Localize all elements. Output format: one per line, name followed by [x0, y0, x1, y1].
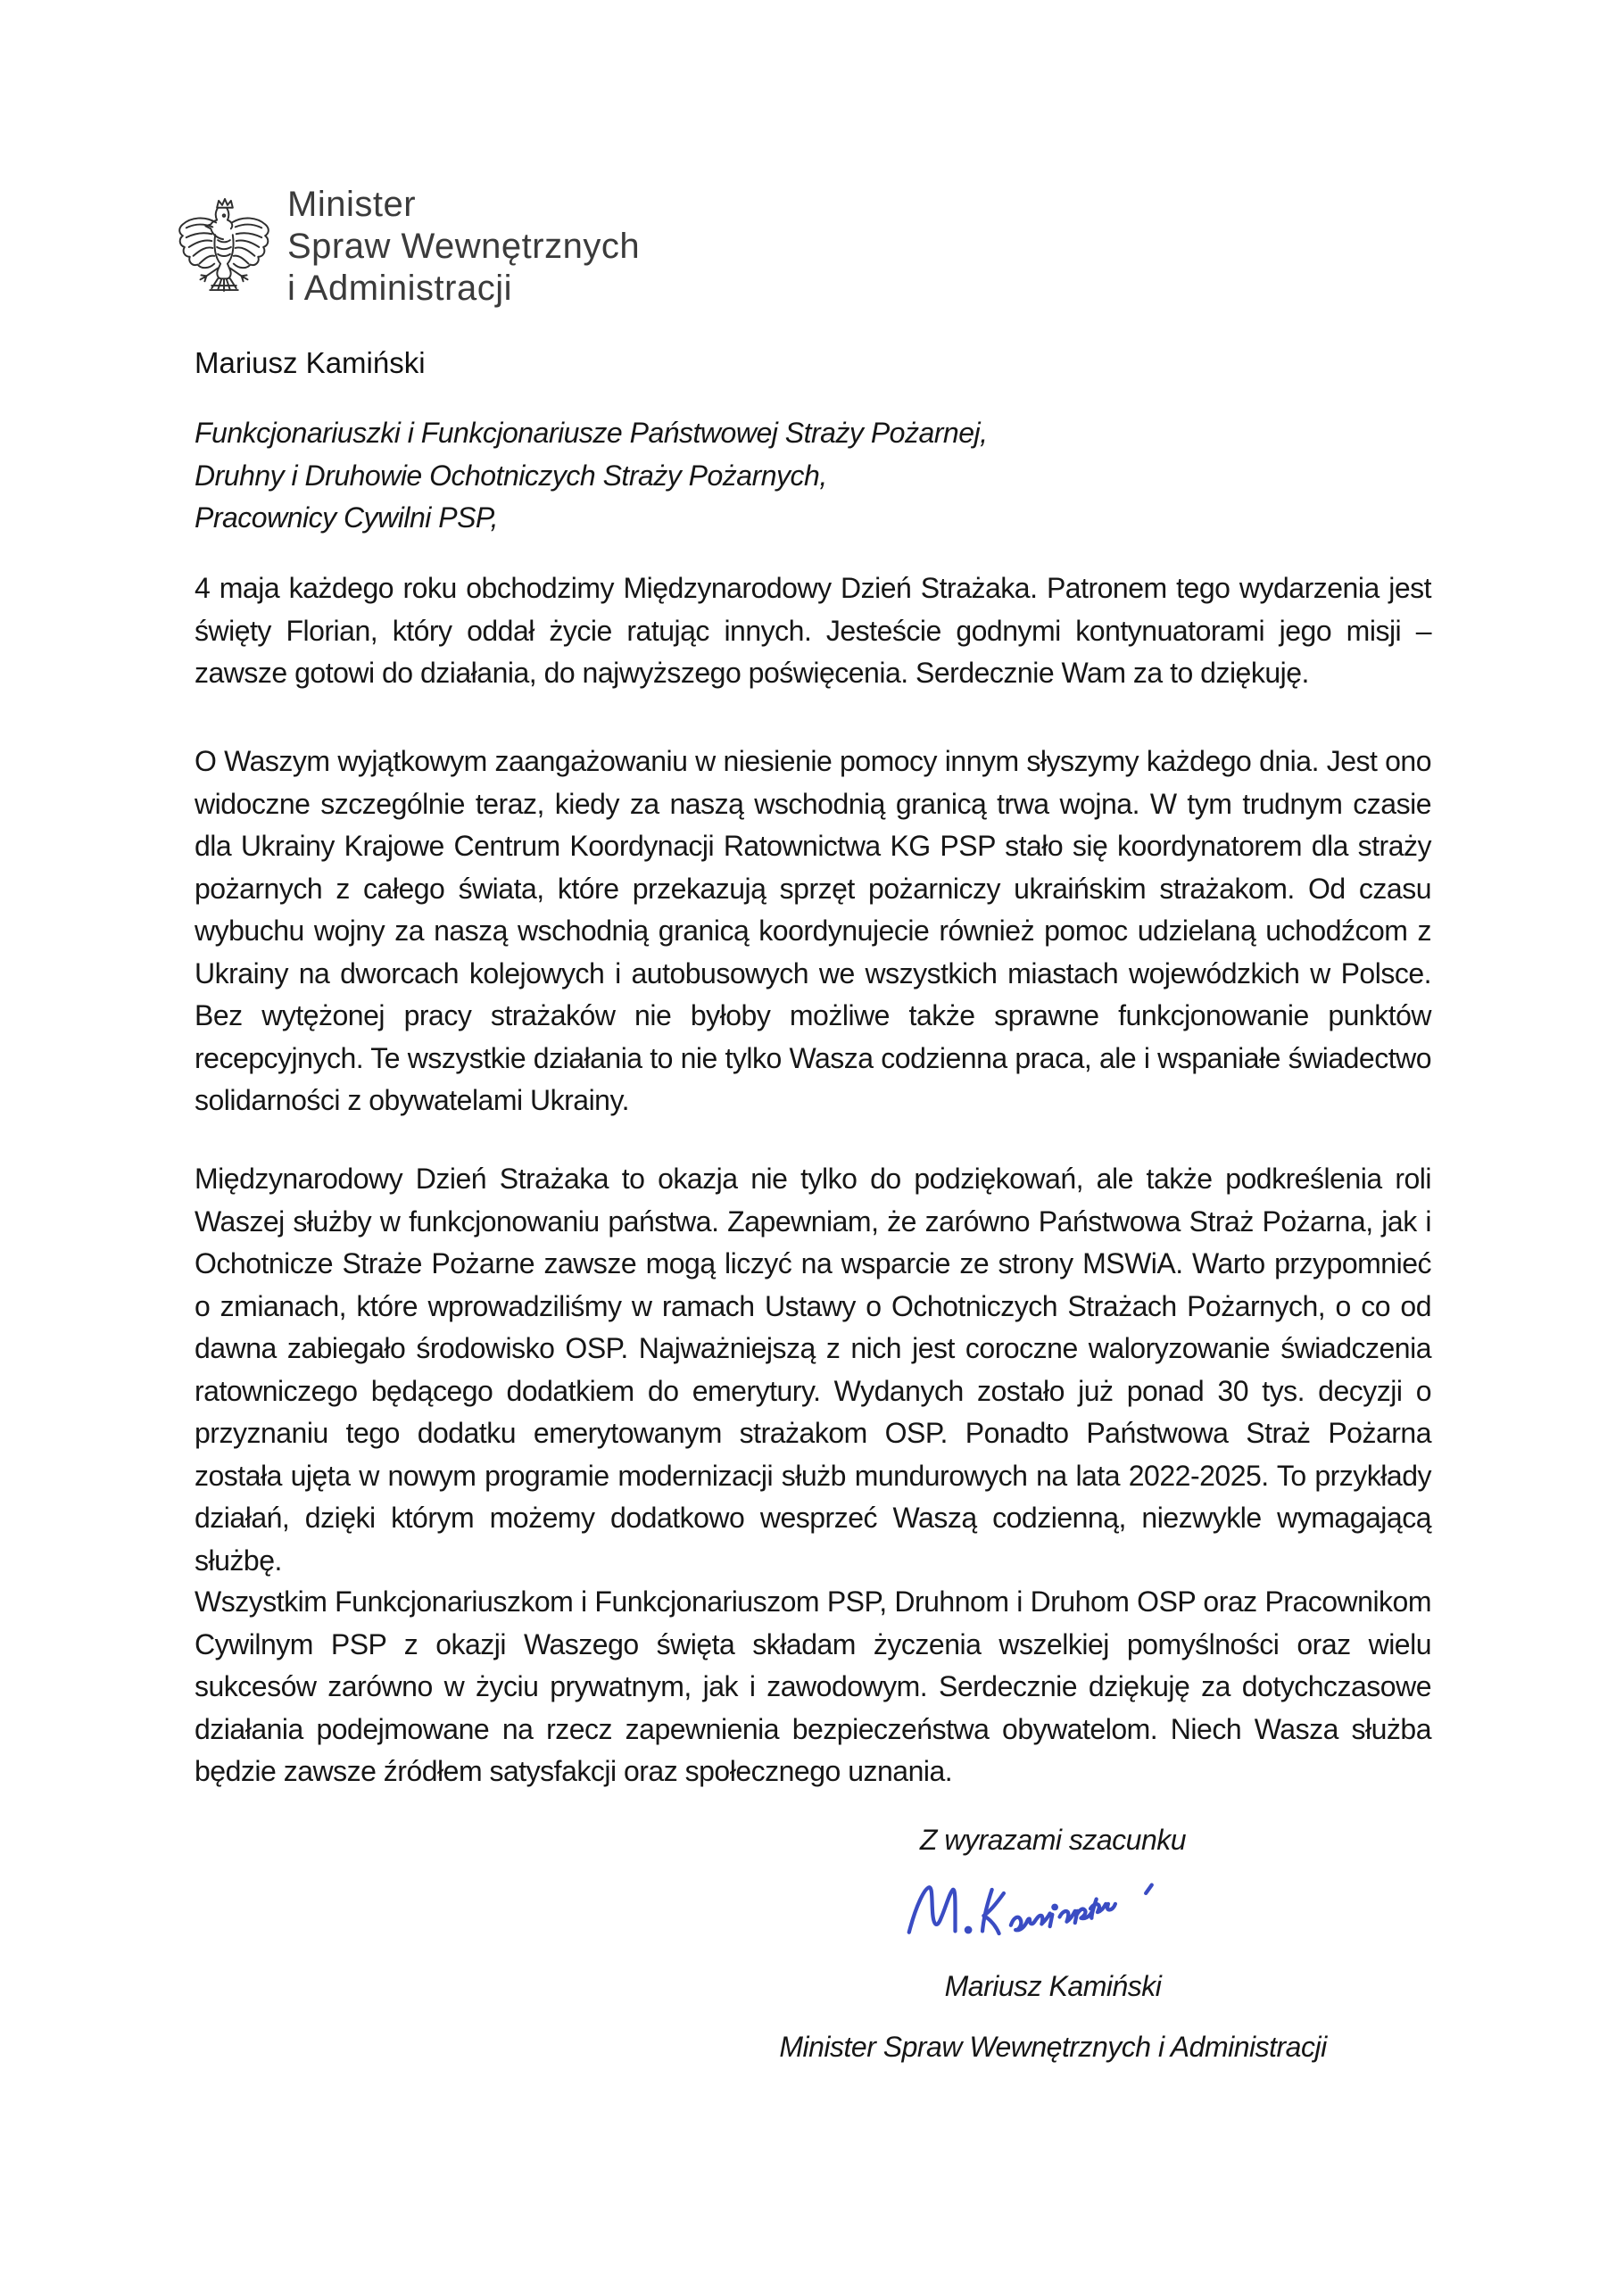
body-paragraph-2: O Waszym wyjątkowym zaangażowaniu w niesienie pomocy innym słyszymy każdego dnia. Jest ono widoczne szczególnie teraz, kiedy za naszą wschodnią granicą trwa wojna. W tym trudnym czasie dla Ukrainy Krajowe Centrum Koordynacji Ratownictwa KG PSP stało się koordynatorem dla straży pożarnych z całego świata, które przekazują sprzęt pożarniczy ukraińskim strażakom. Od czasu wybuchu wojny za naszą wschodnią granicą koordynujecie również pomoc udzielaną uchodźcom z Ukrainy na dworcach kolejowych i autobusowych we wszystkich miastach wojewódzkich w Polsce. Bez wytężonej pracy strażaków nie byłoby możliwe także sprawne funkcjonowanie punktów recepcyjnych. Te wszystkie działania to nie tylko Wasza codzienna praca, ale i wspaniałe świadectwo solidarności z obywatelami Ukrainy.	[195, 745, 1431, 1116]
ministry-letterhead	[287, 184, 640, 310]
body-paragraph-3: Międzynarodowy Dzień Strażaka to okazja nie tylko do podziękowań, ale także podkreślenia roli Waszej służby w funkcjonowaniu państwa. Zapewniam, że zarówno Państwowa Straż Pożarna, jak i Ochotnicze Straże Pożarne zawsze mogą liczyć na wsparcie ze strony MSWiA. Warto przypomnieć o zmianach, które wprowadziliśmy w ramach Ustawy o Ochotniczych Strażach Pożarnych, o co od dawna zabiegało środowisko OSP. Najważniejszą z nich jest coroczne waloryzowanie świadczenia ratowniczego będącego dodatkiem do emerytury. Wydanych zostało już ponad 30 tys. decyzji o przyznaniu tego dodatku emerytowanym strażakom OSP. Ponadto Państwowa Straż Pożarna została ujęta w nowym programie modernizacji służb mundurowych na lata 2022-2025. To przykłady działań, dzięki którym możemy dodatkowo wesprzeć Waszą codzienną, niezwykle wymagającą służbę.	[195, 1163, 1431, 1577]
body-paragraph-1: 4 maja każdego roku obchodzimy Międzynarodowy Dzień Strażaka. Patronem tego wydarzenia jest święty Florian, który oddał życie ratując innych. Jesteście godnymi kontynuatorami jego misji – zawsze gotowi do działania, do najwyższego poświęcenia. Serdecznie Wam za to dziękuję.	[195, 572, 1431, 689]
salutation-line-2: Druhny i Druhowie Ochotniczych Straży Pożarnych,	[195, 459, 827, 492]
salutation-line-1: Funkcjonariuszki i Funkcjonariusze Państwowej Straży Pożarnej,	[195, 417, 988, 449]
signed-name: Mariusz Kamiński	[944, 1970, 1162, 2002]
eagle-strokes	[179, 199, 269, 291]
ministry-name-line-1: Minister	[287, 185, 417, 224]
signed-title: Minister Spraw Wewnętrznych i Administracji	[779, 2031, 1327, 2063]
salutation	[195, 412, 988, 540]
body-paragraph-4: Wszystkim Funkcjonariuszkom i Funkcjonariuszom PSP, Druhnom i Druhom OSP oraz Pracownikom Cywilnym PSP z okazji Waszego święta składam życzenia wszelkiej pomyślności oraz wielu sukcesów zarówno w życiu prywatnym, jak i zawodowym. Serdecznie dziękuję za dotychczasowe działania podejmowane na rzecz zapewnienia bezpieczeństwa obywatelom. Niech Wasza służba będzie zawsze źródłem satysfakcji oraz społecznego uznania.	[195, 1585, 1431, 1787]
sender-name: Mariusz Kamiński	[195, 346, 426, 379]
ministry-name-line-3: i Administracji	[287, 269, 513, 308]
valediction: Z wyrazami szacunku	[919, 1824, 1187, 1856]
signature-image	[899, 1879, 1196, 1941]
salutation-line-3: Pracownicy Cywilni PSP,	[195, 501, 499, 534]
signature-strokes	[909, 1885, 1152, 1933]
polish-eagle-emblem-icon	[176, 191, 272, 300]
ministry-name-line-2: Spraw Wewnętrznych	[287, 227, 641, 266]
